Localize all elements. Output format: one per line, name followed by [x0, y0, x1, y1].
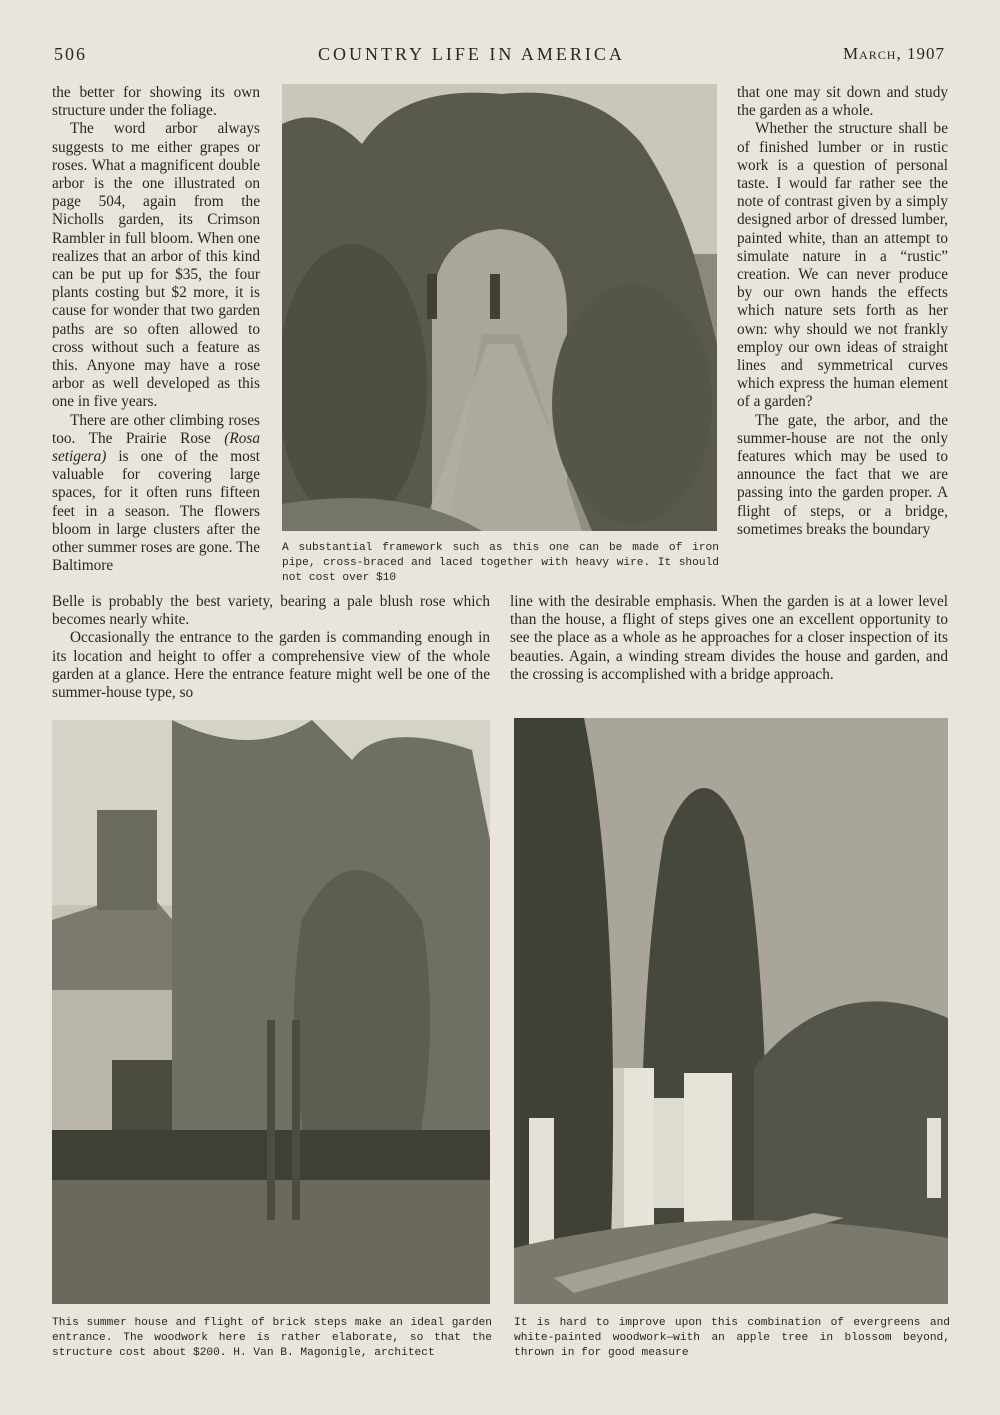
arbor-photo [282, 84, 717, 531]
magazine-title: COUNTRY LIFE IN AMERICA [318, 44, 625, 64]
paragraph: Whether the structure shall be of finished lumber or in rustic work is a question of personal taste. I would far rather see the note of contrast given by a simply designed arbor of dressed lumber, painted white, than an attempt to simulate nature in a “rustic” creation. We can never produce by our own hands the effects which nature sets forth as her own: why should we not frankly employ our own ideas of straight lines and symmetrical curves which express the human element of a garden? [737, 120, 948, 411]
gate-photo [514, 718, 948, 1304]
page-number: 506 [54, 44, 87, 64]
left-wide-text [52, 593, 490, 702]
paragraph: There are other climbing roses too. The Prairie Rose (Rosa setigera) is one of the most valuable for covering large spaces, for it often runs fifteen feet in a season. The flowers bloom in large clusters after the other summer roses are gone. The Baltimore [52, 411, 260, 575]
arbor-caption: A substantial framework such as this one can be made of iron pipe, cross-braced and laced together with heavy wire. It should not cost over $10 [282, 542, 719, 584]
paragraph: The word arbor always suggests to me either grapes or roses. What a magnificent double arbor is the one illustrated on page 504, again from the Nicholls garden, its Crimson Rambler in full bloom. When one realizes that an arbor of this kind can be put up for $35, the four plants costing but $2 more, it is cause for wonder that two garden paths are so often allowed to cross without such a feature as this. Anyone may have a rose arbor as well developed as this one in five years. [52, 120, 260, 411]
paragraph: The gate, the arbor, and the summer-house are not the only features which may be used to announce the fact that we are passing into the garden proper. A flight of steps, or a bridge, sometimes breaks the boundary [737, 411, 948, 538]
paragraph: Occasionally the entrance to the garden is commanding enough in its location and height to offer a comprehensive view of the whole garden at a glance. Here the entrance feature might well be one of the summer-house type, so [52, 629, 490, 702]
paragraph: that one may sit down and study the garden as a whole. [737, 84, 948, 120]
left-column-text [52, 84, 260, 575]
right-wide-text [510, 593, 948, 684]
paragraph: line with the desirable emphasis. When the garden is at a lower level than the house, a flight of steps gives one an excellent opportunity to see the place as a whole as he approaches for a closer inspection of its beauties. Again, a winding stream divides the house and garden, and the crossing is accomplished with a bridge approach. [510, 593, 948, 683]
gate-caption: It is hard to improve upon this combination of evergreens and white-painted woodwork—with an apple tree in blossom beyond, thrown in for good measure [514, 1317, 950, 1359]
summer-house-caption: This summer house and flight of brick steps make an ideal garden entrance. The woodwork here is rather elaborate, so that the structure cost about $200. H. Van B. Magonigle, architect [52, 1317, 492, 1359]
paragraph: Belle is probably the best variety, bearing a pale blush rose which becomes nearly white. [52, 593, 490, 629]
right-column-text [737, 84, 948, 539]
summer-house-photo [52, 720, 490, 1304]
issue-date: March, 1907 [843, 44, 945, 63]
paragraph: the better for showing its own structure under the foliage. [52, 84, 260, 120]
